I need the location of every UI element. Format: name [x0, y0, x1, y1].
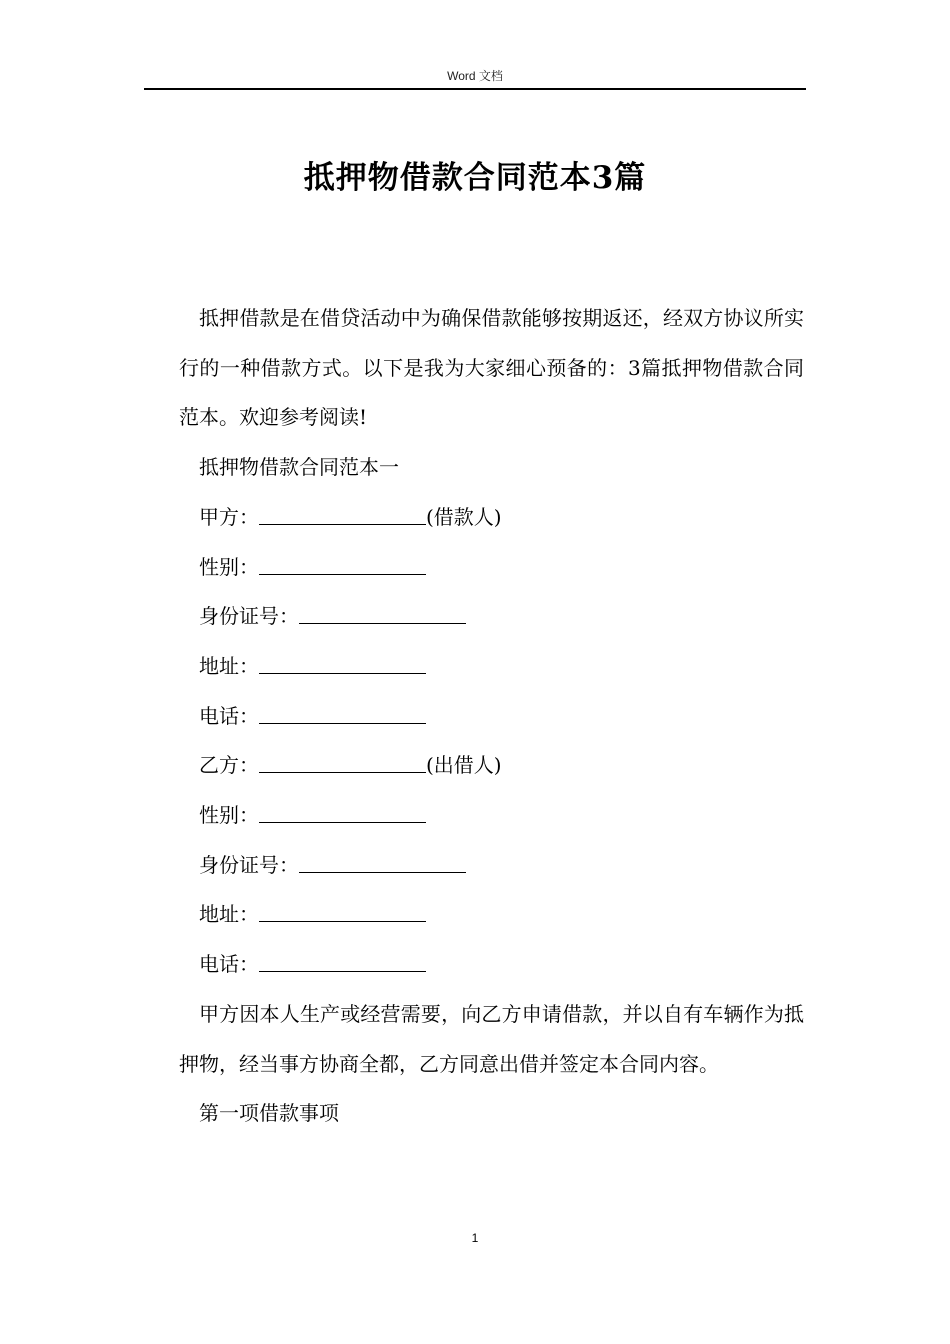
party-b-id-line [179, 841, 804, 891]
party-b-role: (出借人) [426, 753, 502, 778]
header-text: Word 文档 [447, 69, 503, 83]
party-b-id-label: 身份证号： [199, 852, 299, 877]
section-heading: 抵押物借款合同范本一 [199, 455, 399, 480]
clause-one-heading: 第一项借款事项 [199, 1101, 339, 1126]
party-b-address-label: 地址： [199, 902, 259, 927]
party-a-address-blank [259, 653, 426, 674]
intro-paragraph: 抵押借款是在借贷活动中为确保借款能够按期返还，经双方协议所实行的一种借款方式。以下是我为大家细心预备的：3篇抵押物借款合同范本。欢迎参考阅读! [179, 306, 804, 430]
party-b-label: 乙方： [199, 753, 259, 778]
agreement-paragraph: 甲方因本人生产或经营需要，向乙方申请借款，并以自有车辆作为抵押物，经当事方协商全都，乙方同意出借并签定本合同内容。 [179, 1001, 804, 1076]
page-number: 1 [471, 1231, 479, 1245]
party-a-name-blank [259, 504, 426, 525]
party-b-address-blank [259, 901, 426, 922]
party-b-id-blank [299, 852, 466, 873]
party-b-phone-blank [259, 951, 426, 972]
party-b-line [179, 741, 804, 791]
document-body [179, 294, 804, 1139]
document-title: 抵押物借款合同范本3篇 [303, 160, 647, 196]
party-a-address-label: 地址： [199, 653, 259, 678]
party-b-address-line [179, 890, 804, 940]
party-a-role: (借款人) [426, 504, 502, 529]
party-b-name-blank [259, 752, 426, 773]
party-b-gender-line [179, 791, 804, 841]
party-a-gender-blank [259, 554, 426, 575]
party-a-id-line [179, 592, 804, 642]
party-b-gender-blank [259, 802, 426, 823]
party-a-line [179, 493, 804, 543]
party-a-phone-blank [259, 703, 426, 724]
party-a-id-blank [299, 603, 466, 624]
party-a-phone-line [179, 692, 804, 742]
party-a-address-line [179, 642, 804, 692]
party-a-gender-label: 性别： [199, 554, 259, 579]
party-b-gender-label: 性别： [199, 803, 259, 828]
page-header [144, 66, 806, 90]
party-a-gender-line [179, 543, 804, 593]
party-a-phone-label: 电话： [199, 703, 259, 728]
party-b-phone-line [179, 940, 804, 990]
party-a-id-label: 身份证号： [199, 604, 299, 629]
party-b-phone-label: 电话： [199, 952, 259, 977]
party-a-label: 甲方： [199, 504, 259, 529]
